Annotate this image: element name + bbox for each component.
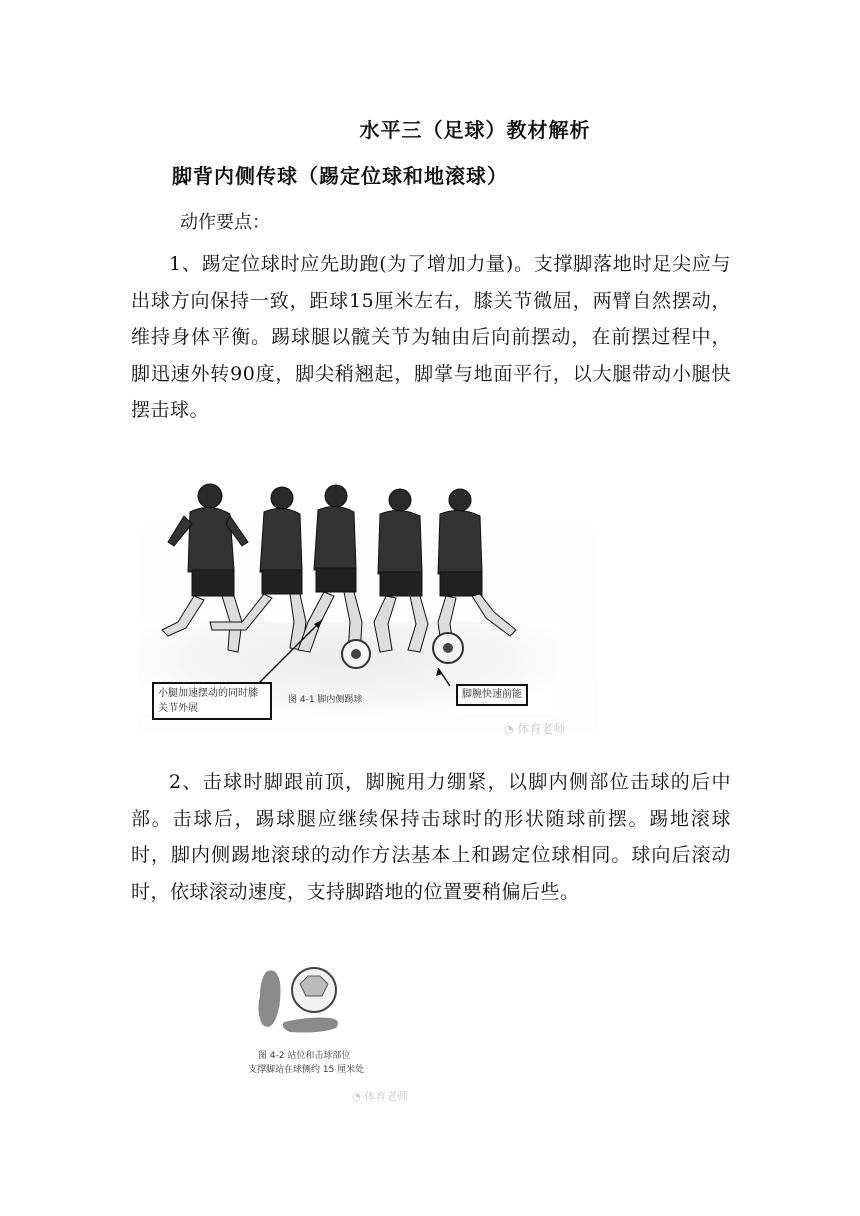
wechat-icon: ◔ bbox=[352, 1092, 361, 1103]
figure-stance bbox=[250, 962, 370, 1082]
points-label: 动作要点： bbox=[180, 212, 270, 233]
footprint-and-ball-illustration bbox=[250, 962, 370, 1042]
paragraph-2: 2、击球时脚跟前顶，脚腕用力绷紧，以脚内侧部位击球的后中部。击球后，踢球腿应继续保持击球时的形状随球前摆。踢地滚球时，脚内侧踢地滚球的动作方法基本上和踢定位球相同。球向后滚动时，依球滚动速度，支持脚踏地的位置要稍偏后些。 bbox=[131, 771, 731, 903]
callout-ankle: 脚腕快速前能 bbox=[456, 684, 528, 706]
paragraph-1: 1、踢定位球时应先助跑(为了增加力量)。支撑脚落地时足尖应与出球方向保持一致，距球15厘米左右，膝关节微屈，两臂自然摆动，维持身体平衡。踢球腿以髋关节为轴由后向前摆动，在前摆过程中，脚迅速外转90度，脚尖稍翘起，脚掌与地面平行，以大腿带动小腿快摆击球。 bbox=[131, 253, 731, 421]
section-subtitle: 脚背内侧传球（踢定位球和地滚球） bbox=[172, 164, 508, 188]
figure-1-caption: 图 4-1 脚内侧踢球 bbox=[288, 695, 363, 705]
watermark-2: ◔ 体育老师 bbox=[352, 1090, 409, 1103]
player-figure-3 bbox=[298, 485, 362, 654]
footprint-icon bbox=[258, 970, 280, 1027]
wechat-icon: ◔ bbox=[504, 723, 514, 736]
watermark-1: ◔ 体育老师 bbox=[504, 722, 566, 736]
player-sequence-illustration bbox=[138, 472, 598, 712]
player-figure-4 bbox=[374, 489, 428, 652]
figure-2-caption-line-1: 图 4-2 站位和击球部位 bbox=[258, 1051, 351, 1061]
figure-2-caption-line-2: 支撑脚站在球侧约 15 厘米处 bbox=[248, 1065, 365, 1075]
callout-knee-abduction: 小腿加速摆动的同时膝关节外展 bbox=[152, 682, 272, 720]
figure-kick-sequence bbox=[138, 472, 598, 736]
page-title: 水平三（足球）教材解析 bbox=[359, 118, 591, 142]
player-figure-5 bbox=[438, 489, 516, 652]
